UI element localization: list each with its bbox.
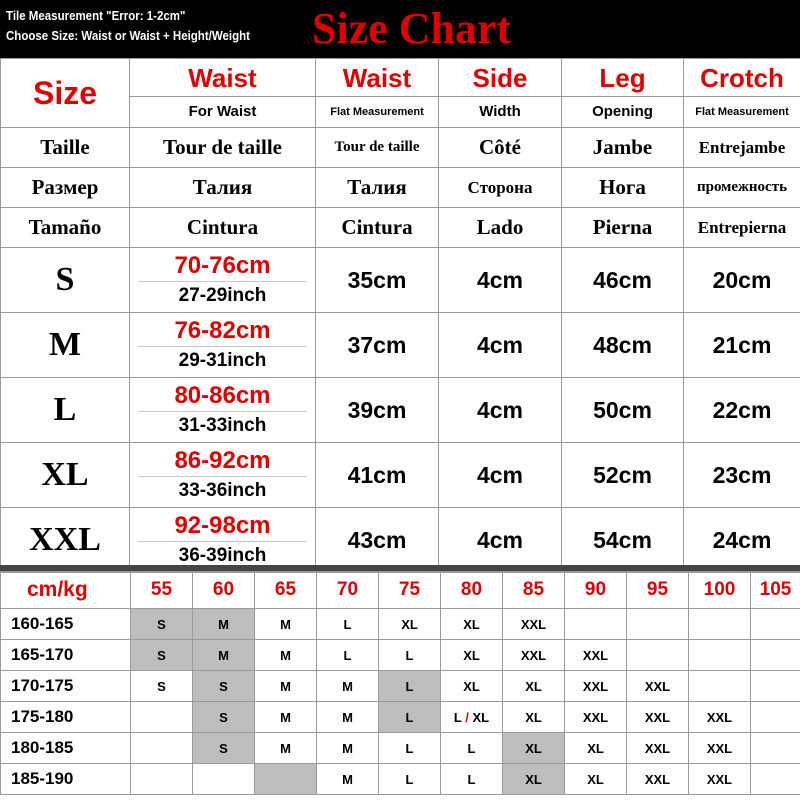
- size-grid-cell: M: [317, 764, 379, 795]
- waist-cell: [130, 508, 316, 573]
- col-title: Leg: [562, 60, 683, 97]
- weight-header-cell: 65: [255, 572, 317, 609]
- size-grid-cell: M: [255, 671, 317, 702]
- size-grid-cell: XXL: [503, 609, 565, 640]
- translation-cell: промежность: [684, 168, 800, 208]
- size-grid-cell: [751, 671, 800, 702]
- height-row: [1, 733, 800, 764]
- size-grid-cell: XL: [503, 764, 565, 795]
- size-grid-cell: L: [379, 733, 441, 764]
- translation-cell: Cintura: [130, 208, 316, 248]
- size-grid-cell: XXL: [627, 702, 689, 733]
- height-label: 170-175: [1, 671, 131, 702]
- size-grid-cell: L: [379, 640, 441, 671]
- size-header-label: Size: [32, 74, 98, 111]
- weight-header-cell: 60: [193, 572, 255, 609]
- size-grid-cell: XXL: [689, 764, 751, 795]
- size-grid-cell: [751, 764, 800, 795]
- size-table-header: [1, 59, 800, 128]
- height-row: [1, 640, 800, 671]
- translation-row-es: [1, 208, 800, 248]
- size-grid-cell: L: [441, 764, 503, 795]
- col-subtitle: Opening: [592, 102, 653, 120]
- size-grid-cell: XL: [441, 671, 503, 702]
- translation-cell: Côté: [439, 128, 562, 168]
- size-grid-cell: [627, 609, 689, 640]
- size-grid-cell: M: [193, 640, 255, 671]
- height-label: 160-165: [1, 609, 131, 640]
- waist-cm: 70-76cm: [138, 251, 307, 282]
- weight-header-cell: 95: [627, 572, 689, 609]
- size-grid-cell: L: [317, 609, 379, 640]
- size-grid-cell: L: [317, 640, 379, 671]
- col-title: Crotch: [684, 60, 800, 97]
- translation-cell: Entrejambe: [684, 128, 800, 168]
- height-row: [1, 671, 800, 702]
- translation-cell: Jambe: [562, 128, 684, 168]
- size-grid-cell: XXL: [627, 671, 689, 702]
- size-grid-cell: [131, 733, 193, 764]
- translation-cell: Lado: [439, 208, 562, 248]
- weight-header-row: [1, 572, 800, 609]
- size-grid-cell: [751, 640, 800, 671]
- size-grid-cell: [751, 702, 800, 733]
- crotch-value: 23cm: [684, 443, 800, 508]
- size-grid-cell: M: [255, 640, 317, 671]
- translation-cell: Талия: [130, 168, 316, 208]
- waist-cell: [130, 248, 316, 313]
- leg-value: 52cm: [562, 443, 684, 508]
- size-grid-cell: [689, 671, 751, 702]
- size-code: XXL: [1, 508, 130, 573]
- translation-cell: Талия: [316, 168, 439, 208]
- waist-inch: 36-39inch: [178, 544, 267, 566]
- col-header-crotch: [684, 59, 800, 128]
- size-table: [0, 58, 800, 573]
- size-grid-cell: [565, 609, 627, 640]
- size-grid-cell: S: [131, 640, 193, 671]
- size-row: [1, 443, 800, 508]
- waist-flat-value: 41cm: [316, 443, 439, 508]
- translation-row-fr: [1, 128, 800, 168]
- crotch-value: 20cm: [684, 248, 800, 313]
- size-row: [1, 378, 800, 443]
- size-grid-cell: L: [379, 671, 441, 702]
- size-grid-cell: M: [255, 609, 317, 640]
- size-row: [1, 508, 800, 573]
- translation-cell: Нога: [562, 168, 684, 208]
- waist-cell: [130, 443, 316, 508]
- size-grid-cell: S: [193, 671, 255, 702]
- size-grid-cell: XL: [565, 733, 627, 764]
- height-row: [1, 702, 800, 733]
- size-grid-cell: XXL: [565, 640, 627, 671]
- size-code: L: [1, 378, 130, 443]
- page-title: Size Chart: [312, 4, 512, 53]
- leg-value: 46cm: [562, 248, 684, 313]
- size-grid-cell: XL: [503, 733, 565, 764]
- size-grid-cell: XL: [565, 764, 627, 795]
- side-value: 4cm: [439, 508, 562, 573]
- size-grid-cell: [689, 609, 751, 640]
- tile-note-line1: Tile Measurement "Error: 1-2cm": [6, 9, 186, 23]
- col-title: Waist: [130, 60, 315, 97]
- size-grid-cell: S: [131, 671, 193, 702]
- side-value: 4cm: [439, 248, 562, 313]
- size-grid-cell: [131, 764, 193, 795]
- col-title: Waist: [316, 60, 438, 97]
- header-bar: [0, 0, 800, 58]
- waist-cm: 92-98cm: [138, 511, 307, 542]
- height-label: 185-190: [1, 764, 131, 795]
- waist-flat-value: 35cm: [316, 248, 439, 313]
- size-grid-cell: XXL: [565, 702, 627, 733]
- size-grid-cell: [751, 733, 800, 764]
- size-grid-cell-split: L / XL: [441, 702, 503, 733]
- translation-cell: Entrepierna: [684, 208, 800, 248]
- weight-header-cell: 70: [317, 572, 379, 609]
- size-header-cell: [1, 59, 130, 128]
- size-grid-cell: [193, 764, 255, 795]
- size-grid-cell: XXL: [627, 764, 689, 795]
- translation-cell: Cintura: [316, 208, 439, 248]
- size-row: [1, 313, 800, 378]
- waist-cm: 86-92cm: [138, 446, 307, 477]
- leg-value: 48cm: [562, 313, 684, 378]
- height-weight-grid: [0, 571, 800, 795]
- size-grid-cell: XL: [441, 640, 503, 671]
- size-code: M: [1, 313, 130, 378]
- grid-corner-label: cm/kg: [1, 572, 131, 609]
- crotch-value: 21cm: [684, 313, 800, 378]
- leg-value: 50cm: [562, 378, 684, 443]
- size-grid-cell: M: [317, 702, 379, 733]
- size-grid-cell: [689, 640, 751, 671]
- waist-cm: 76-82cm: [138, 316, 307, 347]
- size-grid-cell: XXL: [565, 671, 627, 702]
- waist-flat-value: 39cm: [316, 378, 439, 443]
- tile-note: [6, 6, 291, 46]
- size-grid-cell: XXL: [689, 702, 751, 733]
- translation-row-ru: [1, 168, 800, 208]
- side-value: 4cm: [439, 313, 562, 378]
- size-row: [1, 248, 800, 313]
- weight-header-cell: 90: [565, 572, 627, 609]
- translation-cell: Tour de taille: [316, 128, 439, 168]
- col-header-waist: [130, 59, 316, 128]
- leg-value: 54cm: [562, 508, 684, 573]
- size-grid-cell: M: [317, 733, 379, 764]
- translation-cell: Tour de taille: [130, 128, 316, 168]
- weight-header-cell: 85: [503, 572, 565, 609]
- col-subtitle: Width: [479, 102, 521, 120]
- waist-cell: [130, 378, 316, 443]
- translation-cell: Сторона: [439, 168, 562, 208]
- weight-header-cell: 80: [441, 572, 503, 609]
- tile-note-line2: Choose Size: Waist or Waist + Height/Weight: [6, 29, 250, 43]
- col-subtitle: For Waist: [188, 102, 257, 120]
- size-grid-cell: S: [193, 702, 255, 733]
- size-grid-cell: [255, 764, 317, 795]
- crotch-value: 22cm: [684, 378, 800, 443]
- size-grid-cell: XXL: [503, 640, 565, 671]
- waist-inch: 33-36inch: [178, 479, 267, 501]
- col-subtitle: Flat Measurement: [695, 105, 789, 118]
- size-grid-cell: XL: [441, 609, 503, 640]
- translation-cell: Pierna: [562, 208, 684, 248]
- waist-inch: 31-33inch: [178, 414, 267, 436]
- waist-flat-value: 43cm: [316, 508, 439, 573]
- size-grid-cell: L: [441, 733, 503, 764]
- side-value: 4cm: [439, 378, 562, 443]
- size-grid-cell: M: [255, 733, 317, 764]
- col-header-waist-flat: [316, 59, 439, 128]
- height-label: 175-180: [1, 702, 131, 733]
- size-grid-cell: XXL: [627, 733, 689, 764]
- col-header-side: [439, 59, 562, 128]
- size-grid-cell: S: [131, 609, 193, 640]
- size-grid-cell: [627, 640, 689, 671]
- col-header-leg: [562, 59, 684, 128]
- translation-cell: Taille: [1, 128, 130, 168]
- weight-header-cell: 105: [751, 572, 800, 609]
- waist-cell: [130, 313, 316, 378]
- height-label: 180-185: [1, 733, 131, 764]
- waist-inch: 29-31inch: [178, 349, 267, 371]
- size-grid-cell: L: [379, 764, 441, 795]
- col-subtitle: Flat Measurement: [330, 105, 424, 118]
- waist-cm: 80-86cm: [138, 381, 307, 412]
- height-row: [1, 609, 800, 640]
- waist-inch: 27-29inch: [178, 284, 267, 306]
- waist-flat-value: 37cm: [316, 313, 439, 378]
- size-grid-cell: XL: [503, 671, 565, 702]
- size-grid-cell: XXL: [689, 733, 751, 764]
- size-code: XL: [1, 443, 130, 508]
- size-grid-cell: XL: [379, 609, 441, 640]
- size-grid-cell: M: [193, 609, 255, 640]
- height-row: [1, 764, 800, 795]
- size-grid-cell: M: [317, 671, 379, 702]
- col-title: Side: [439, 60, 561, 97]
- translation-cell: Tamaño: [1, 208, 130, 248]
- crotch-value: 24cm: [684, 508, 800, 573]
- weight-header-cell: 75: [379, 572, 441, 609]
- height-label: 165-170: [1, 640, 131, 671]
- weight-header-cell: 100: [689, 572, 751, 609]
- size-grid-cell: M: [255, 702, 317, 733]
- size-grid-cell: S: [193, 733, 255, 764]
- translation-cell: Размер: [1, 168, 130, 208]
- size-code: S: [1, 248, 130, 313]
- side-value: 4cm: [439, 443, 562, 508]
- weight-header-cell: 55: [131, 572, 193, 609]
- size-grid-cell: L: [379, 702, 441, 733]
- size-grid-cell: XL: [503, 702, 565, 733]
- size-grid-cell: [131, 702, 193, 733]
- size-grid-cell: [751, 609, 800, 640]
